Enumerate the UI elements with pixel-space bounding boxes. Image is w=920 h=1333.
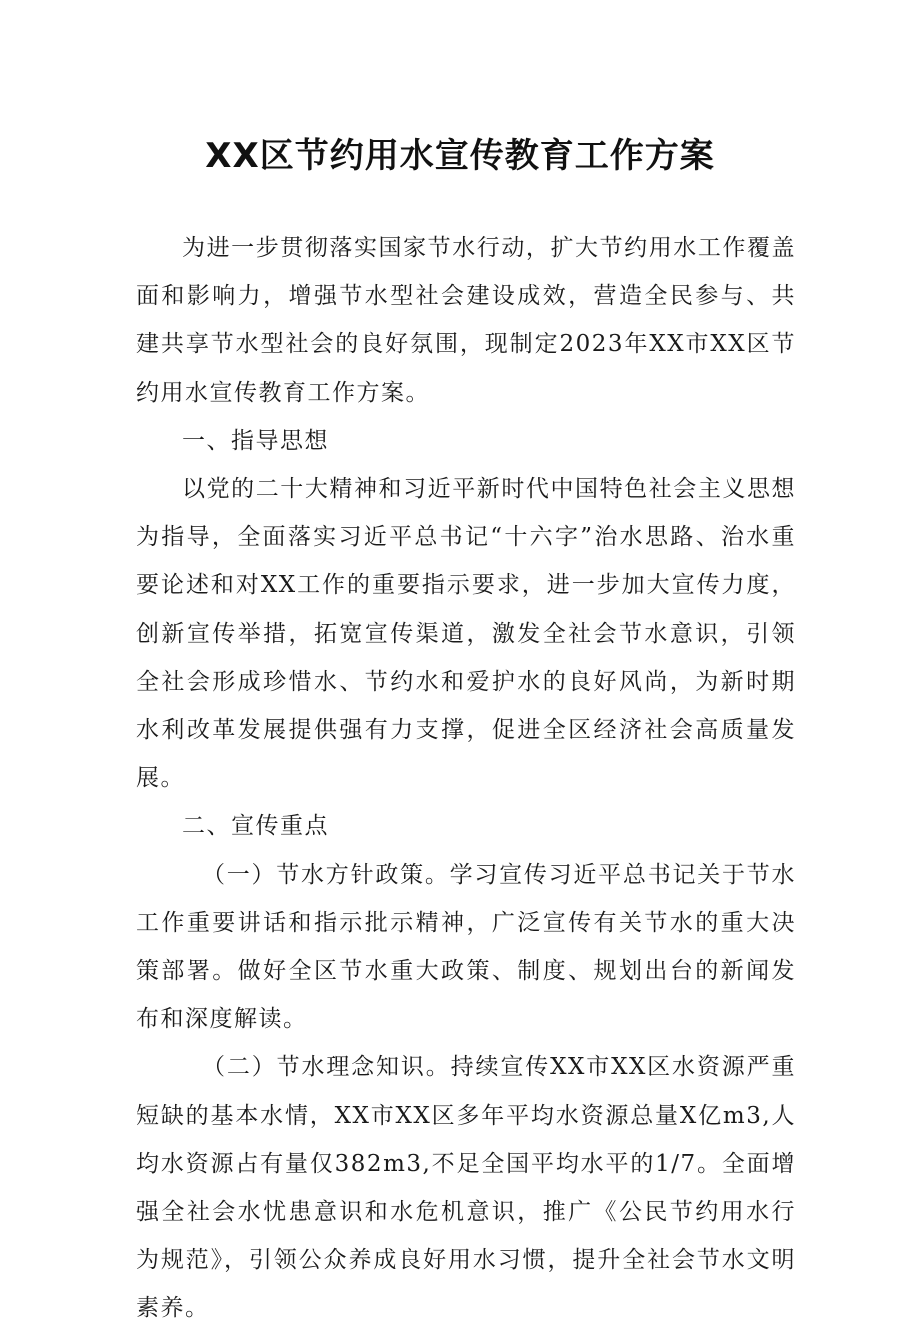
section-1-paragraph: 以党的二十大精神和习近平新时代中国特色社会主义思想为指导，全面落实习近平总书记“十六字”治水思路、治水重要论述和对XX工作的重要指示要求，进一步加大宣传力度，创新宣传举措，拓宽宣传渠道，激发全社会节水意识，引领全社会形成珍惜水、节约水和爱护水的良好风尚，为新时期水利改革发展提供强有力支撑，促进全区经济社会高质量发展。 — [136, 476, 796, 792]
section-2-item-1: （一）节水方针政策。学习宣传习近平总书记关于节水工作重要讲话和指示批示精神，广泛宣传有关节水的重大决策部署。做好全区节水重大政策、制度、规划出台的新闻发布和深度解读。 — [136, 861, 796, 1033]
section-2-item-2: （二）节水理念知识。持续宣传XX市XX区水资源严重短缺的基本水情，XX市XX区多年平均水资源总量X亿m3,人均水资源占有量仅382m3,不足全国平均水平的1/7。全面增强全社会水忧患意识和水危机意识，推广《公民节约用水行为规范》，引领公众养成良好用水习惯，提升全社会节水文明素养。 — [136, 1054, 796, 1322]
intro-paragraph: 为进一步贯彻落实国家节水行动，扩大节约用水工作覆盖面和影响力，增强节水型社会建设成效，营造全民参与、共建共享节水型社会的良好氛围，现制定2023年XX市XX区节约用水宣传教育工作方案。 — [136, 235, 796, 406]
document-title: XX区节约用水宣传教育工作方案 — [205, 136, 715, 176]
section-1-heading: 一、指导思想 — [182, 427, 329, 454]
document-body — [136, 224, 796, 1333]
section-2-heading: 二、宣传重点 — [182, 813, 329, 840]
